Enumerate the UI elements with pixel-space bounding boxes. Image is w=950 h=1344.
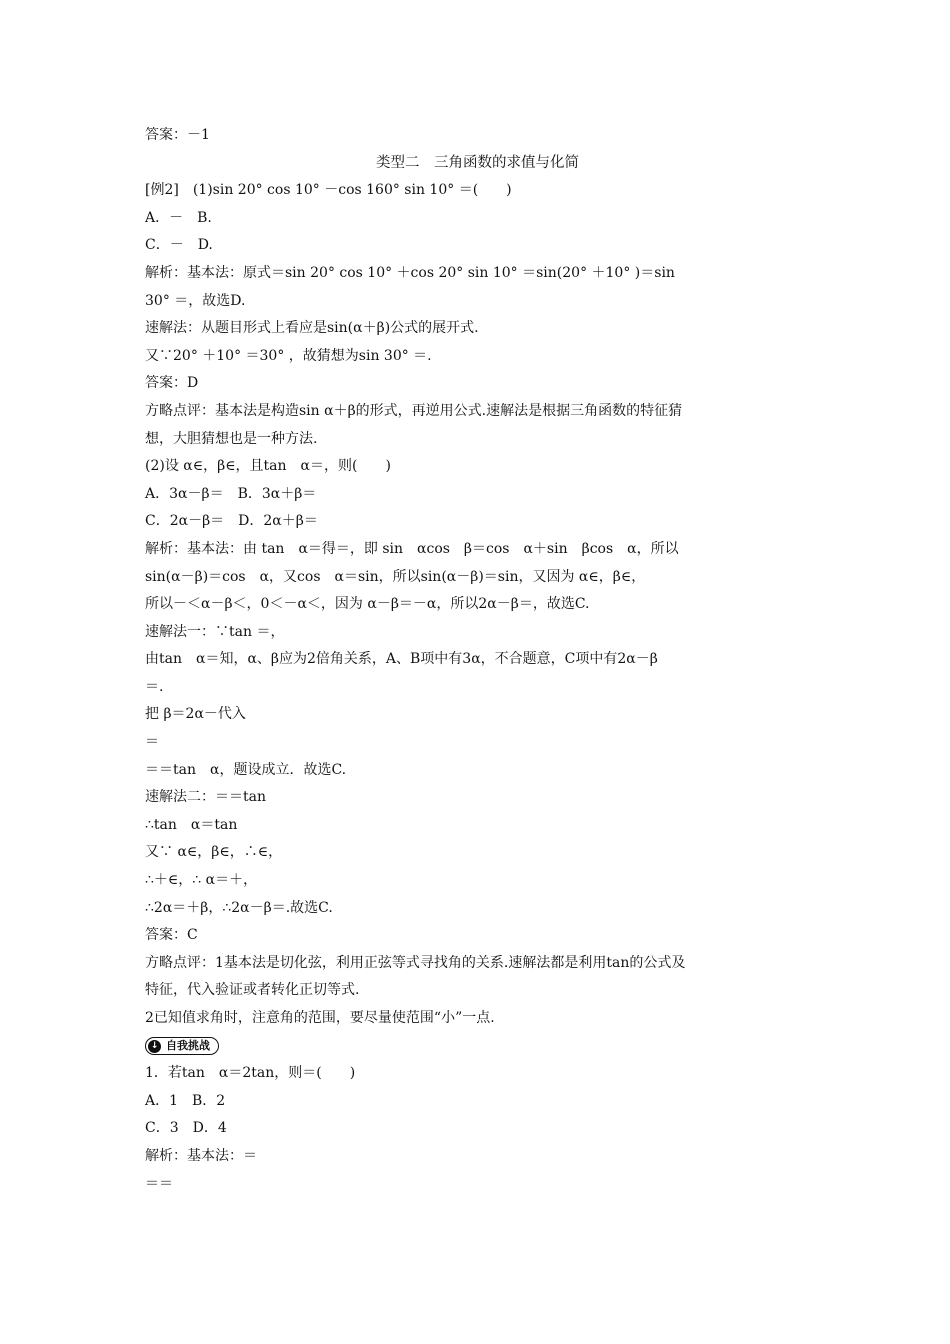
self-challenge-label: 自我挑战 [166, 1039, 210, 1053]
solution-line: 所以－＜α－β＜，0＜－α＜，因为 α－β＝－α，所以2α－β＝，故选C. [145, 596, 590, 613]
quick-solution-1-line: 把 β＝2α－代入 [145, 706, 246, 723]
solution-line: 解析：基本法：原式＝sin 20° cos 10° ＋cos 20° sin 10° ＝sin(20° ＋10° )＝sin [145, 264, 675, 281]
solution-line: 30° ＝，故选D. [145, 292, 246, 309]
solution-line: 解析：基本法：由 tan α＝得＝，即 sin αcos β＝cos α＋sin βcos α，所以 [145, 540, 679, 557]
option-line-ab: A．1 B．2 [145, 1092, 226, 1109]
quick-solution-2-line: ∴tan α＝tan [145, 816, 238, 833]
quick-solution-2-line: 速解法二：＝＝tan [145, 789, 266, 806]
answer-line: 答案：C [145, 927, 198, 944]
option-line-cd: C．3 D．4 [145, 1120, 227, 1137]
option-line-ab: A．－ B. [145, 209, 212, 226]
comment-line: 想，大胆猜想也是一种方法. [145, 430, 318, 447]
quick-solution-1-line: 由tan α＝知，α、β应为2倍角关系，A、B项中有3α，不合题意，C项中有2α－β [145, 651, 658, 668]
option-line-cd: C．2α－β＝ D．2α＋β＝ [145, 513, 318, 530]
self-challenge-badge [145, 1037, 219, 1055]
quick-solution-line: 又∵20° ＋10° ＝30° ，故猜想为sin 30° ＝. [145, 347, 432, 364]
option-line-ab: A．3α－β＝ B．3α＋β＝ [145, 485, 317, 502]
quick-solution-line: 速解法：从题目形式上看应是sin(α＋β)公式的展开式. [145, 320, 479, 337]
document-page [145, 122, 810, 1198]
quick-solution-2-line: 又∵ α∈，β∈，∴∈， [145, 844, 283, 861]
comment-line: 方略点评：基本法是构造sin α＋β的形式，再逆用公式.速解法是根据三角函数的特征猜 [145, 402, 683, 419]
quick-solution-1-line: ＝. [145, 678, 164, 695]
solution-line: ＝＝ [145, 1175, 173, 1192]
comment-line: 2已知值求角时，注意角的范围，要尽量使范围“小”一点. [145, 1010, 495, 1026]
example-2-question: [例2] (1)sin 20° cos 10° －cos 160° sin 10° ＝( ) [145, 182, 512, 199]
comment-line: 方略点评：1基本法是切化弦，利用正弦等式寻找角的关系.速解法都是利用tan的公式及 [145, 954, 686, 971]
section-title: 类型二 三角函数的求值与化简 [376, 154, 579, 171]
answer-line: 答案：－1 [145, 127, 210, 143]
solution-line: 解析：基本法：＝ [145, 1147, 257, 1164]
comment-line: 特征，代入验证或者转化正切等式. [145, 982, 360, 999]
exercise-1-question: 1．若tan α＝2tan，则＝( ) [145, 1065, 356, 1082]
option-line-cd: C．－ D. [145, 237, 213, 254]
quick-solution-1-line: ＝＝tan α，题设成立．故选C. [145, 761, 347, 778]
arrow-down-icon: ↓ [148, 1040, 161, 1053]
quick-solution-2-line: ∴2α＝＋β，∴2α－β＝.故选C. [145, 899, 333, 916]
quick-solution-2-line: ∴＋∈，∴ α＝＋， [145, 872, 258, 889]
question-2-line: (2)设 α∈，β∈，且tan α＝，则( ) [145, 458, 391, 475]
quick-solution-1-line: ＝ [145, 734, 159, 751]
solution-line: sin(α－β)＝cos α，又cos α＝sin，所以sin(α－β)＝sin，又因为 α∈，β∈， [145, 568, 646, 585]
answer-line: 答案：D [145, 375, 199, 392]
quick-solution-1-line: 速解法一：∵tan ＝， [145, 623, 285, 640]
self-challenge-row [145, 1033, 810, 1061]
